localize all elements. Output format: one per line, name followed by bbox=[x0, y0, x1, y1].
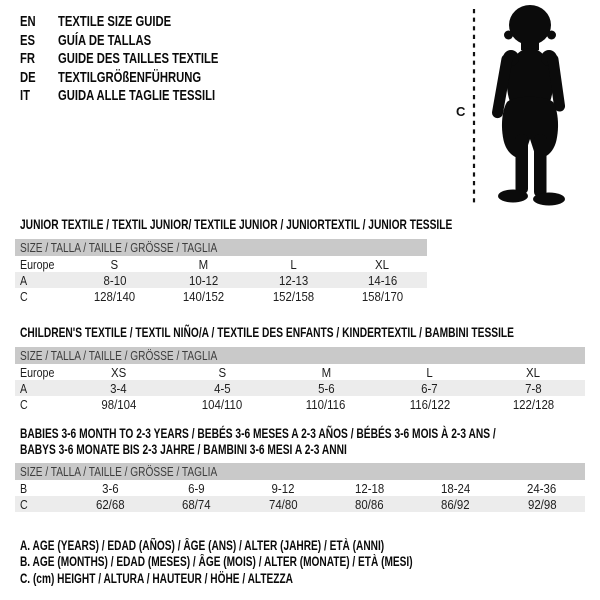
lang-code: FR bbox=[20, 50, 35, 67]
children-table-title: CHILDREN'S TEXTILE / TEXTIL NIÑO/A / TEXTILE DES ENFANTS / KINDERTEXTIL / BAMBINI TESSILE bbox=[20, 324, 514, 340]
lang-label: GUIDA ALLE TAGLIE TESSILI bbox=[58, 87, 216, 104]
table-row-age-months bbox=[15, 480, 585, 496]
cell-value: 128/140 bbox=[93, 288, 136, 304]
cell-value: S bbox=[218, 364, 227, 380]
size-header-row bbox=[15, 239, 427, 256]
cell-value: 8-10 bbox=[103, 272, 127, 288]
row-label: C bbox=[20, 288, 28, 304]
cell-value: L bbox=[426, 364, 433, 380]
table-row-age bbox=[15, 380, 585, 396]
cell-value: 5-6 bbox=[317, 380, 335, 396]
cell-value: 9-12 bbox=[271, 480, 295, 496]
measurement-legend bbox=[20, 538, 543, 587]
row-label: C bbox=[20, 396, 28, 412]
row-label: B bbox=[20, 480, 28, 496]
cell-value: 80/86 bbox=[354, 496, 384, 512]
size-header-row bbox=[15, 463, 585, 480]
baby-ear-right bbox=[547, 31, 556, 40]
babies-textile-table bbox=[15, 463, 585, 512]
lang-row-fr bbox=[20, 50, 272, 69]
table-row-europe bbox=[15, 256, 427, 272]
cell-value: 74/80 bbox=[268, 496, 298, 512]
row-label: A bbox=[20, 272, 28, 288]
cell-value: L bbox=[289, 256, 297, 272]
cell-value: S bbox=[110, 256, 119, 272]
cell-value: 10-12 bbox=[189, 272, 219, 288]
junior-textile-table bbox=[15, 239, 427, 304]
baby-silhouette-icon bbox=[491, 5, 566, 206]
cell-value: 86/92 bbox=[441, 496, 470, 512]
measure-letter-c: C bbox=[456, 104, 466, 119]
baby-ear-left bbox=[504, 31, 513, 40]
baby-head bbox=[509, 5, 551, 45]
lang-row-de bbox=[20, 69, 272, 88]
size-header-label: SIZE / TALLA / TAILLE / GRÖSSE / TAGLIA bbox=[20, 464, 218, 479]
table-row-height bbox=[15, 288, 427, 304]
cell-value: 4-5 bbox=[214, 380, 231, 396]
baby-figure bbox=[450, 3, 590, 213]
cell-value: 18-24 bbox=[440, 480, 471, 496]
cell-value: 140/152 bbox=[183, 288, 225, 304]
lang-code: ES bbox=[20, 31, 36, 49]
junior-table-title: JUNIOR TEXTILE / TEXTIL JUNIOR/ TEXTILE JUNIOR / JUNIORTEXTIL / JUNIOR TESSILE bbox=[20, 216, 453, 232]
babies-table-title: BABIES 3-6 MONTH TO 2-3 YEARS / BEBÉS 3-6 MESES A 2-3 AÑOS / BÉBÉS 3-6 MOIS À 2-3 ANS / BABYS 3-6 MONATE BIS 2-3 JAHRE / BAMBINI 3-6 MESI A 2-3 ANNI bbox=[20, 425, 496, 457]
cell-value: 12-13 bbox=[278, 272, 308, 288]
cell-value: 152/158 bbox=[272, 288, 314, 304]
cell-value: 122/128 bbox=[512, 396, 554, 412]
lang-row-en bbox=[20, 13, 272, 32]
cell-value: 3-4 bbox=[110, 380, 128, 396]
row-label: C bbox=[20, 496, 28, 512]
size-header-row bbox=[15, 347, 585, 364]
language-title-block bbox=[20, 13, 272, 106]
cell-value: 6-9 bbox=[188, 480, 205, 496]
row-label: A bbox=[20, 380, 28, 396]
cell-value: 7-8 bbox=[524, 380, 542, 396]
lang-label: GUIDE DES TAILLES TEXTILE bbox=[58, 50, 219, 67]
cell-value: 3-6 bbox=[101, 480, 119, 496]
table-row-height bbox=[15, 496, 585, 512]
cell-value: XL bbox=[526, 364, 541, 380]
cell-value: 110/116 bbox=[306, 396, 346, 412]
cell-value: 12-18 bbox=[354, 480, 384, 496]
table-row-europe bbox=[15, 364, 585, 380]
lang-label: TEXTILGRÖßENFÜHRUNG bbox=[58, 68, 202, 86]
lang-label: GUÍA DE TALLAS bbox=[58, 31, 152, 49]
cell-value: 104/110 bbox=[202, 396, 243, 412]
legend-line-b: B. AGE (MONTHS) / EDAD (MESES) / ÂGE (MOIS) / ALTER (MONATE) / ETÀ (MESI) bbox=[20, 554, 413, 570]
cell-value: 98/104 bbox=[101, 396, 137, 412]
lang-code: EN bbox=[20, 13, 36, 30]
size-header-label: SIZE / TALLA / TAILLE / GRÖSSE / TAGLIA bbox=[20, 240, 218, 255]
cell-value: 14-16 bbox=[367, 272, 398, 288]
cell-value: 92/98 bbox=[527, 496, 557, 512]
baby-foot-right bbox=[533, 193, 565, 206]
size-header-label: SIZE / TALLA / TAILLE / GRÖSSE / TAGLIA bbox=[20, 348, 218, 363]
children-textile-table bbox=[15, 347, 585, 412]
lang-row-it bbox=[20, 87, 272, 106]
cell-value: M bbox=[321, 364, 331, 380]
cell-value: M bbox=[199, 256, 209, 272]
cell-value: XS bbox=[111, 364, 127, 380]
table-row-age bbox=[15, 272, 427, 288]
cell-value: 6-7 bbox=[421, 380, 438, 396]
baby-foot-left bbox=[498, 190, 528, 203]
lang-label: TEXTILE SIZE GUIDE bbox=[58, 13, 172, 30]
row-label: Europe bbox=[20, 364, 55, 380]
baby-leg-right bbox=[534, 134, 547, 197]
lang-row-es bbox=[20, 32, 272, 51]
baby-leg-left bbox=[516, 134, 529, 194]
legend-line-c: C. (cm) HEIGHT / ALTURA / HAUTEUR / HÖHE / ALTEZZA bbox=[20, 570, 293, 586]
cell-value: 68/74 bbox=[182, 496, 211, 512]
cell-value: 62/68 bbox=[95, 496, 125, 512]
cell-value: 24-36 bbox=[527, 480, 557, 496]
cell-value: 158/170 bbox=[361, 288, 404, 304]
table-row-height bbox=[15, 396, 585, 412]
lang-code: DE bbox=[20, 68, 36, 86]
cell-value: XL bbox=[375, 256, 390, 272]
lang-code: IT bbox=[20, 87, 31, 104]
row-label: Europe bbox=[20, 256, 55, 272]
legend-line-a: A. AGE (YEARS) / EDAD (AÑOS) / ÂGE (ANS) / ALTER (JAHRE) / ETÀ (ANNI) bbox=[20, 538, 385, 553]
cell-value: 116/122 bbox=[409, 396, 450, 412]
